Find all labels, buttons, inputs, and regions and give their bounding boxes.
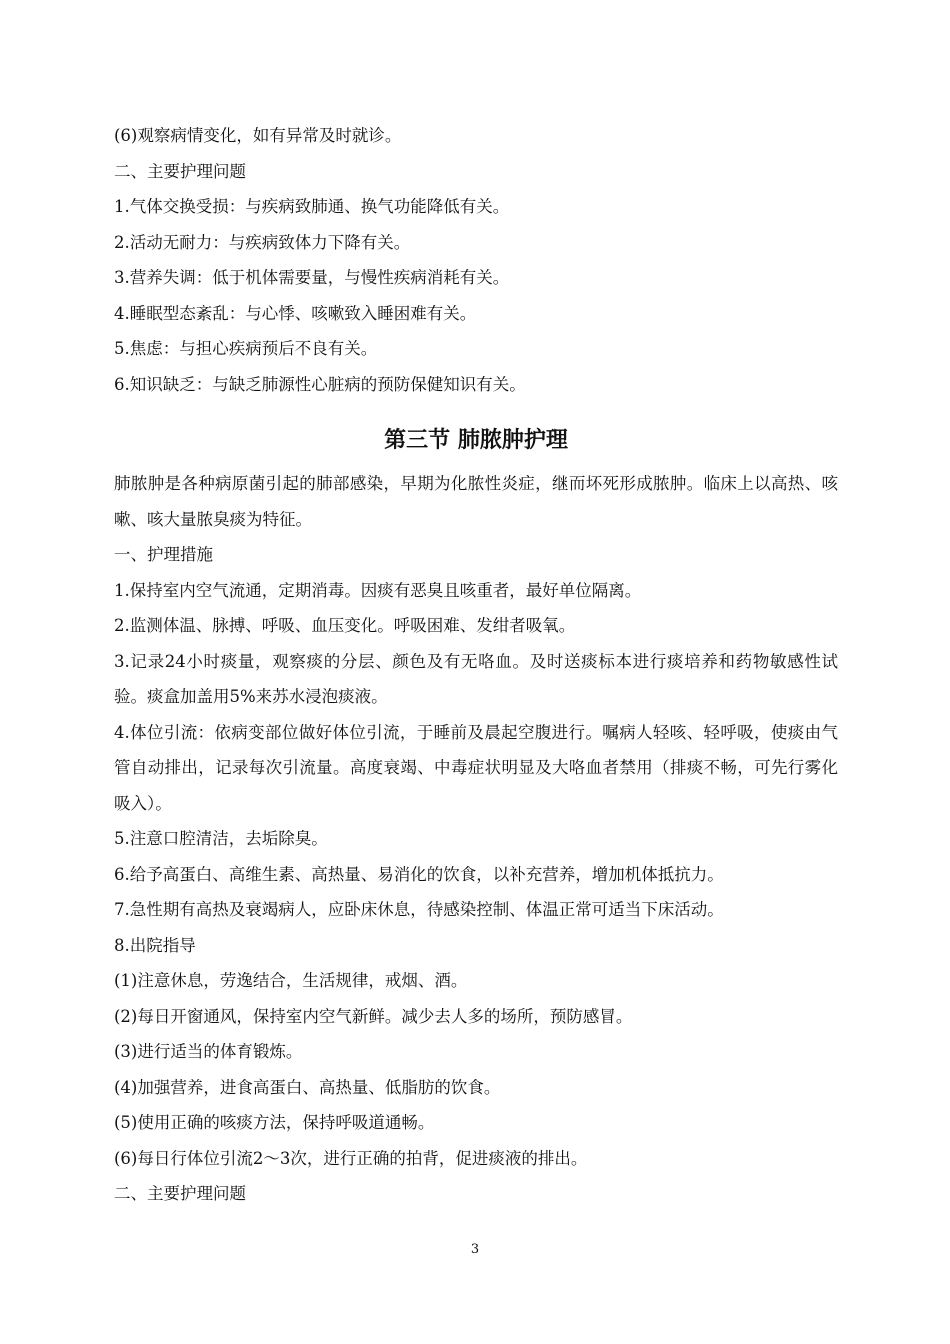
list-item: 1.气体交换受损：与疾病致肺通、换气功能降低有关。: [114, 197, 510, 216]
list-item: 7.急性期有高热及衰竭病人，应卧床休息，待感染控制、体温正常可适当下床活动。: [114, 900, 724, 919]
list-item: 4.睡眠型态紊乱：与心悸、咳嗽致入睡困难有关。: [114, 303, 477, 323]
list-item: (1)注意休息，劳逸结合，生活规律，戒烟、酒。: [114, 971, 468, 990]
list-item: 1.保持室内空气流通，定期消毒。因痰有恶臭且咳重者，最好单位隔离。: [114, 580, 642, 600]
list-item: (2)每日开窗通风，保持室内空气新鲜。减少去人多的场所，预防感冒。: [114, 1006, 633, 1026]
list-item: (6)观察病情变化，如有异常及时就诊。: [114, 126, 402, 145]
list-item: 3.营养失调：低于机体需要量，与慢性疾病消耗有关。: [114, 268, 510, 287]
list-item: 3.记录24小时痰量，观察痰的分层、颜色及有无咯血。及时送痰标本进行痰培养和药物敏感性试验。痰盒加盖用5%来苏水浸泡痰液。: [114, 651, 838, 706]
page-content: [114, 118, 838, 1212]
list-item: 5.焦虑：与担心疾病预后不良有关。: [114, 339, 378, 358]
section-title: 第三节 肺脓肿护理: [384, 428, 568, 453]
list-item: 6.给予高蛋白、高维生素、高热量、易消化的饮食，以补充营养，增加机体抵抗力。: [114, 864, 724, 884]
list-item: 2.活动无耐力：与疾病致体力下降有关。: [114, 232, 411, 252]
list-item: (3)进行适当的体育锻炼。: [114, 1042, 303, 1061]
page-number: 3: [470, 1242, 480, 1257]
list-item: 4.体位引流：依病变部位做好体位引流，于睡前及晨起空腹进行。嘱病人轻咳、轻呼吸，使痰由气管自动排出，记录每次引流量。高度衰竭、中毒症状明显及大咯血者禁用（排痰不畅，可先行雾化吸入）。: [114, 722, 838, 813]
section-intro: 肺脓肿是各种病原菌引起的肺部感染，早期为化脓性炎症，继而坏死形成脓肿。临床上以高热、咳嗽、咳大量脓臭痰为特征。: [114, 474, 838, 529]
subsection-heading: 二、主要护理问题: [114, 161, 246, 181]
list-item: 8.出院指导: [114, 935, 196, 955]
list-item: (6)每日行体位引流2～3次，进行正确的拍背，促进痰液的排出。: [114, 1148, 588, 1168]
list-item: (4)加强营养，进食高蛋白、高热量、低脂肪的饮食。: [114, 1077, 501, 1097]
list-item: 5.注意口腔清洁，去垢除臭。: [114, 829, 328, 848]
list-item: (5)使用正确的咳痰方法，保持呼吸道通畅。: [114, 1113, 435, 1132]
list-item: 2.监测体温、脉搏、呼吸、血压变化。呼吸困难、发绀者吸氧。: [114, 616, 576, 635]
subsection-heading: 二、主要护理问题: [114, 1184, 246, 1203]
subsection-heading: 一、护理措施: [114, 545, 213, 564]
list-item: 6.知识缺乏：与缺乏肺源性心脏病的预防保健知识有关。: [114, 374, 526, 394]
